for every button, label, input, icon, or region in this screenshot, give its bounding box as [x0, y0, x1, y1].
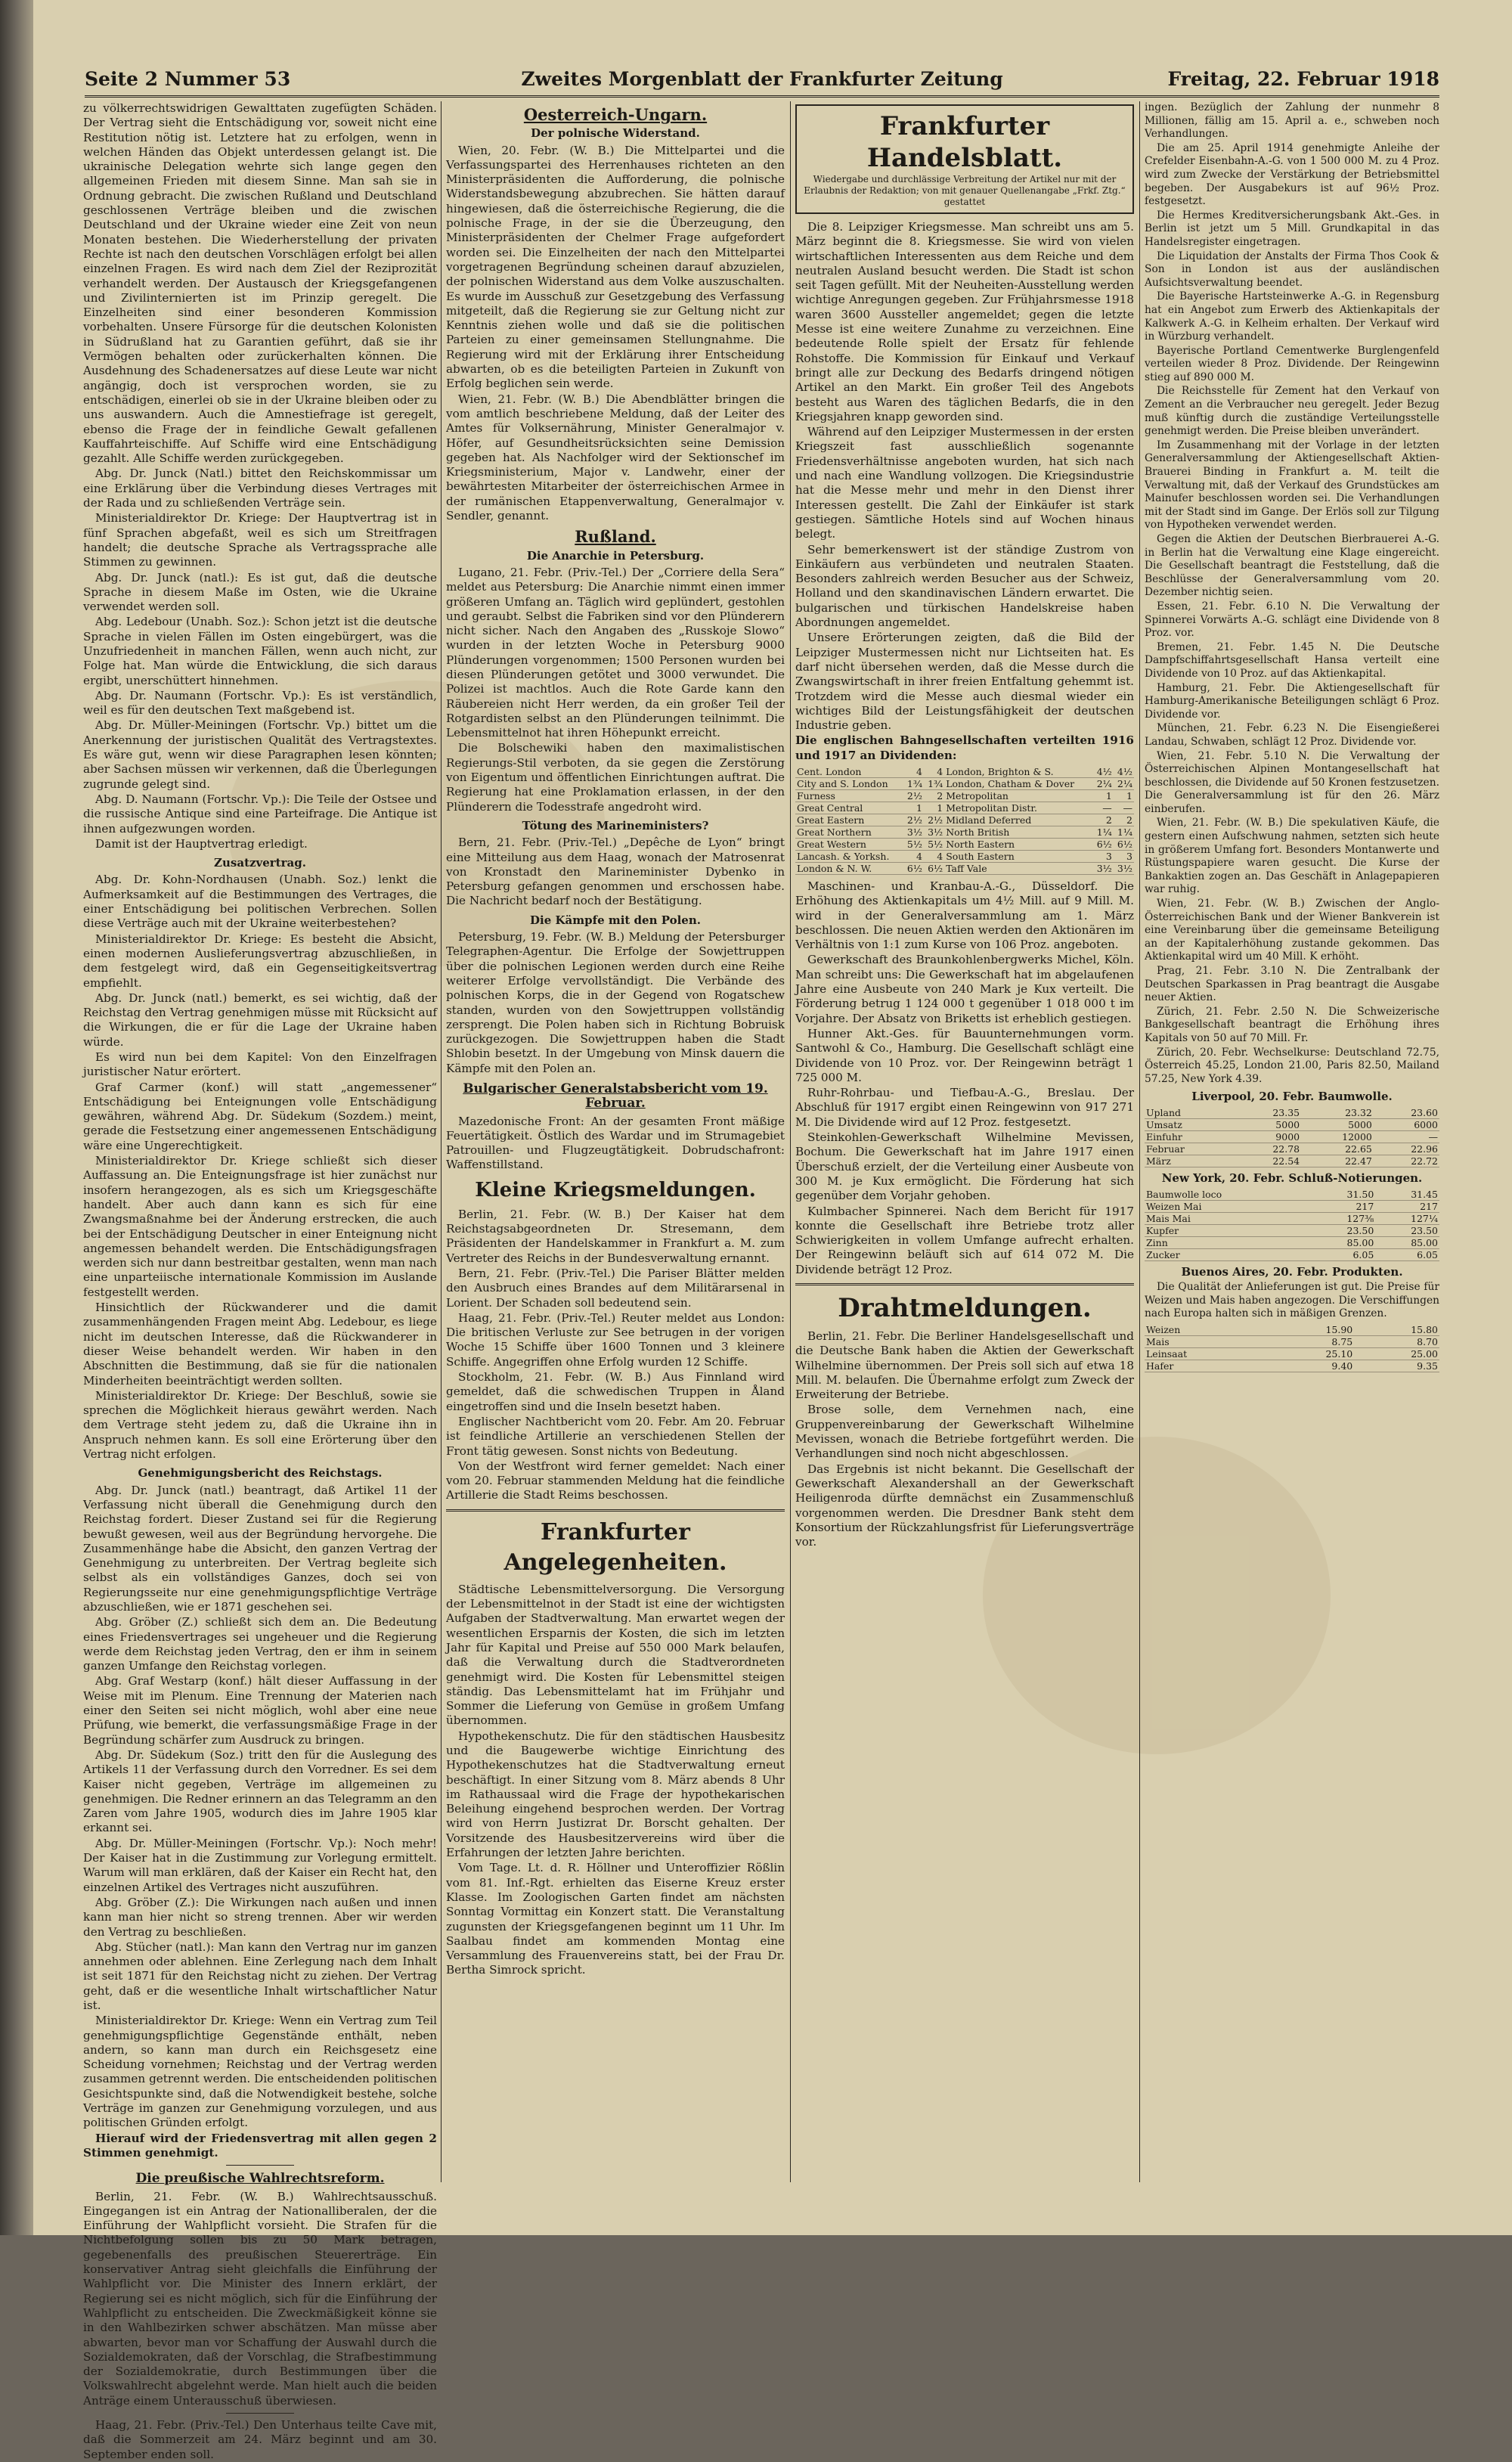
article-paragraph: Es wird nun bei dem Kapitel: Von den Einzelfragen juristischer Natur erörtert.: [83, 1050, 437, 1079]
liverpool-cotton-table: [1145, 1107, 1439, 1167]
table-cell: 2½: [903, 789, 924, 802]
table-cell: 2: [924, 789, 944, 802]
table-cell: South Eastern: [944, 850, 1092, 862]
article-paragraph: Ruhr-Rohrbau- und Tiefbau-A.-G., Breslau. Der Abschluß für 1917 ergibt einen Reingewinn von 917 271 M. Die Dividende wird auf 12 Proz. festgesetzt.: [795, 1086, 1134, 1129]
table-cell: 6.05: [1312, 1248, 1376, 1260]
article-paragraph: Die 8. Leipziger Kriegsmesse. Man schreibt uns am 5. März beginnt die 8. Kriegsmesse. Sie wird von vielen wirtschaftlichen Interessenten aus dem Reiche und dem neutralen Ausland besucht werden. Die Stadt ist schon seit Tagen gefüllt. Mit der Neuheiten-Ausstellung werden wichtige Anregungen gegeben. Zur Frühjahrsmesse 1918 waren 3600 Aussteller angemeldet; gegen die letzte Messe ist eine weitere Zunahme zu verzeichnen. Eine bedeutende Rolle spielt der Ersatz für fehlende Rohstoffe. Die Kommission für Einkauf und Verkauf bringt alle zur Deckung des Bedarfs dringend nötigen Artikel an den Markt. Ein großer Teil des Angebots besteht aus Waren des täglichen Bedarfs, die in den Kriegsjahren knapp geworden sind.: [795, 220, 1134, 423]
table-row: [795, 862, 1134, 874]
article-paragraph: Bayerische Portland Cementwerke Burglengenfeld verteilen wieder 8 Proz. Dividende. Der Reingewinn stieg auf 890 000 M.: [1145, 344, 1439, 383]
table-row: [1145, 1360, 1439, 1372]
article-paragraph: Von der Westfront wird ferner gemeldet: Nach einer vom 20. Februar stammenden Meldung hat die feindliche Artillerie die Stadt Reims beschossen.: [446, 1459, 785, 1502]
article-paragraph: Petersburg, 19. Febr. (W. B.) Meldung der Petersburger Telegraphen-Agentur. Die Erfolge der Sowjettruppen über die polnischen Legionen werden durch eine Reihe weiterer Erfolge vervollständigt. Die Verbände des polnischen Korps, die in der Gegend von Rogatschew standen, wurden von den Sowjettruppen vollständig zersprengt. Die Polen haben sich in Richtung Bobruisk zurückgezogen. Die Sowjettruppen haben die Stadt Shlobin besetzt. In der Umgebung von Minsk dauern die Kämpfe mit den Polen an.: [446, 930, 785, 1075]
table-cell: 23.35: [1235, 1107, 1301, 1119]
table-row: [1145, 1236, 1439, 1248]
table-row: [1145, 1130, 1439, 1143]
table-row: [1145, 1224, 1439, 1236]
table-cell: 31.50: [1312, 1189, 1376, 1201]
table-cell: 9.40: [1269, 1360, 1355, 1372]
article-paragraph: Gewerkschaft des Braunkohlenbergwerks Michel, Köln. Man schreibt uns: Die Gewerkschaft hat im abgelaufenen Jahre eine Ausbeute von 240 Mark je Kux verteilt. Die Förderung betrug 1 124 000 t gegenüber 1 018 000 t im Vorjahre. Der Absatz von Briketts ist erheblich gestiegen.: [795, 953, 1134, 1025]
article-paragraph: Abg. Dr. Junck (natl.): Es ist gut, daß die deutsche Sprache in diesem Maße im Osten, wie die Ukraine verwendet werden soll.: [83, 570, 437, 614]
page-number: Seite 2 Nummer 53: [85, 68, 291, 90]
table-cell: North British: [944, 826, 1092, 838]
table-cell: 5½: [924, 838, 944, 850]
section-heading: Genehmigungsbericht des Reichstags.: [138, 1466, 383, 1481]
table-cell: 6½: [1093, 838, 1114, 850]
article-paragraph: Prag, 21. Febr. 3.10 N. Die Zentralbank der Deutschen Sparkassen in Prag beantragt die Ausgabe neuer Aktien.: [1145, 965, 1439, 1004]
table-cell: 23.32: [1301, 1107, 1374, 1119]
article-paragraph: Zürich, 21. Febr. 2.50 N. Die Schweizerische Bankgesellschaft beantragt die Erhöhung ihres Kapitals von 50 auf 70 Mill. Fr.: [1145, 1005, 1439, 1044]
article-paragraph: Stockholm, 21. Febr. (W. B.) Aus Finnland wird gemeldet, daß die schwedischen Truppen in Åland eingetroffen sind und die Inseln besetzt haben.: [446, 1370, 785, 1413]
handelsblatt-masthead: [795, 104, 1134, 214]
subsection-heading: Die Anarchie in Petersburg.: [526, 548, 705, 563]
article-paragraph: Mazedonische Front: An der gesamten Front mäßige Feuertätigkeit. Östlich des Wardar und im Strumagebiet Patrouillen- und Flugzeugtätigkeit. Dobrudschafront: Waffenstillstand.: [446, 1114, 785, 1172]
column-rule: [790, 101, 791, 2182]
table-row: [1145, 1107, 1439, 1119]
article-paragraph: Sehr bemerkenswert ist der ständige Zustrom von Einkäufern aus verbündeten und neutralen Staaten. Besonders zahlreich werden Besucher aus der Schweiz, Holland und den skandinavischen Ländern erwartet. Die bulgarischen und türkischen Handelskreise haben Abordnungen angemeldet.: [795, 542, 1134, 630]
table-cell: 217: [1375, 1200, 1439, 1212]
table-cell: 22.72: [1374, 1155, 1439, 1167]
article-paragraph: Die Qualität der Anlieferungen ist gut. Die Preise für Weizen und Mais haben angezogen. Die Verschiffungen nach Europa halten sich in mäßigen Grenzen.: [1145, 1281, 1439, 1320]
article-paragraph: Damit ist der Hauptvertrag erledigt.: [95, 836, 308, 851]
table-row: [795, 802, 1134, 814]
article-paragraph: Abg. Dr. Müller-Meiningen (Fortschr. Vp.) bittet um die Anerkennung der juristischen Qualität des Vertragstextes. Es wäre gut, wenn wir diese Paragraphen lesen könnten; aber Sachsen müssen wir verkennen, daß die Überlegungen zugrunde gelegt sind.: [83, 718, 437, 791]
article-paragraph: Zürich, 20. Febr. Wechselkurse: Deutschland 72.75, Österreich 45.25, London 21.00, Paris 82.50, Mailand 57.25, New York 4.39.: [1145, 1046, 1439, 1085]
article-paragraph: Hypothekenschutz. Die für den städtischen Hausbesitz und die Baugewerbe wichtige Einrichtung des Hypothekenschutzes hat die Stadtverwaltung erneut beschäftigt. In einer Sitzung vom 8. März abends 8 Uhr im Rathaussaal wird die Frage der hypothekarischen Beleihung eingehend besprochen werden. Der Vortrag wird von Herrn Justizrat Dr. Borscht gehalten. Der Vorsitzende des Hausbesitzervereins wird über die Erfahrungen der letzten Jahre berichten.: [446, 1729, 785, 1860]
article-paragraph: Abg. Graf Westarp (konf.) hält dieser Auffassung in der Weise mit im Plenum. Eine Trennung der Materien nach einer den Seiten sei nicht möglich, wohl aber eine neue Prüfung, wie bemerkt, die verfassungsmäßige Frage in der Begründung schärfer zum Ausdruck zu bringen.: [83, 1674, 437, 1747]
buenos-aires-produce-table: [1145, 1324, 1439, 1372]
issue-date: Freitag, 22. Februar 1918: [1167, 68, 1439, 90]
table-cell: 6½: [903, 862, 924, 874]
table-cell: Midland Deferred: [944, 814, 1092, 826]
article-paragraph: Gegen die Aktien der Deutschen Bierbrauerei A.-G. in Berlin hat die Verwaltung eine Klage eingereicht. Die Gesellschaft beantragt die Feststellung, daß die Beschlüsse der Generalversammlung vom 20. Dezember nichtig seien.: [1145, 533, 1439, 599]
table-cell: —: [1093, 802, 1114, 814]
handelsblatt-notice: Wiedergabe und durchlässige Verbreitung der Artikel nur mit der Erlaubnis der Redaktion; von mit genauer Quellenangabe „Frkf. Ztg.“ gestattet: [804, 174, 1126, 207]
table-cell: 1: [903, 802, 924, 814]
article-paragraph: Steinkohlen-Gewerkschaft Wilhelmine Mevissen, Bochum. Die Gewerkschaft hat im Jahre 1917 einen Überschuß erzielt, der die Verteilung einer Ausbeute von 300 M. je Kux ermöglicht. Die Förderung hat sich gegenüber dem Vorjahr gehoben.: [795, 1130, 1134, 1203]
table-cell: 2: [1093, 814, 1114, 826]
article-paragraph: Wien, 20. Febr. (W. B.) Die Mittelpartei und die Verfassungspartei des Herrenhauses richteten an den Ministerpräsidenten die Aufforderung, die polnische Widerstandsbewegung abzubrechen. Sie hätten darauf hingewiesen, daß die österreichische Regierung, die die polnische Frage, in der sie die Überzeugung, den Ministerpräsidenten der Chelmer Frage aufgefordert worden sei. Die Einzelheiten der nach den Mittelpartei vorgetragenen Begründung scheinen darauf abzuzielen, der polnischen Widerstand aus dem Volke auszuschalten. Es wurde im Ausschuß zur Gesetzgebung des Verfassung mitgeteilt, daß die Regierung sie zur Geltung nicht zur Kenntnis ziehen wolle und daß sie die politischen Parteien zu einer gemeinsamen Stellungnahme. Die Regierung wird mit der Erklärung ihrer Entscheidung abwarten, ob es die beteiligten Parteien in Zukunft von Erfolg beglichen sein werde.: [446, 143, 785, 391]
article-paragraph: Hamburg, 21. Febr. Die Aktiengesellschaft für Hamburg-Amerikanische Beteiligungen schlägt 6 Proz. Dividende vor.: [1145, 681, 1439, 721]
table-cell: 9.35: [1354, 1360, 1439, 1372]
table-cell: 4: [924, 850, 944, 862]
table-cell: Great Eastern: [795, 814, 903, 826]
article-paragraph: Ministerialdirektor Dr. Kriege schließt sich dieser Auffassung an. Die Enteignungsfrage ist hier zunächst nur insofern herangezogen, als es sich um Kriegsgeschäfte handelt. Aber auch dann kann es sich für eine Zwangsmaßnahme bei der Änderung erstrecken, die auch bei der Entschädigung Deutscher in einer Enteignung nicht angemessen behandelt werden. Die Entschädigungsfragen werden sich nur dann bestreitbar gestalten, wenn man nach eine unparteiische internationale Kommission im Auslande festgestellt werden.: [83, 1154, 437, 1299]
table-row: [795, 850, 1134, 862]
table-row: [1145, 1212, 1439, 1224]
table-cell: 9000: [1235, 1130, 1301, 1143]
table-cell: 2¼: [1114, 777, 1134, 789]
table-cell: 85.00: [1312, 1236, 1376, 1248]
table-cell: London, Brighton & S.: [944, 766, 1092, 778]
article-paragraph: Abg. Dr. Junck (natl.) beantragt, daß Artikel 11 der Verfassung nicht überall die Genehmigung durch den Reichstag fordert. Dieser Zustand sei für die Regierung bewußt gewesen, weil aus der Begründung hervorgehe. Die Zusammenhänge habe die Absicht, den ganzen Vertrag der Genehmigung zu unterbreiten. Der Vertrag begleite sich selbst als ein vollständiges Ganzes, doch sei von Regierungsseite nur eine genehmigungspflichtige Verträge abzuschließen, wie er 1871 geschehen sei.: [83, 1483, 437, 1614]
section-heading: Oesterreich-Ungarn.: [523, 105, 708, 124]
table-cell: 22.47: [1301, 1155, 1374, 1167]
table-cell: 2¼: [1093, 777, 1114, 789]
article-paragraph: Unsere Erörterungen zeigten, daß die Bild der Leipziger Mustermessen nicht nur Lichtseiten hat. Es darf nicht übersehen werden, daß die Messe durch die Zwangswirtschaft in ihrer freien Entfaltung gehemmt ist. Trotzdem wird die Messe auch diesmal wieder ein wichtiges Bild der Leistungsfähigkeit der deutschen Industrie geben.: [795, 631, 1134, 733]
table-cell: Great Central: [795, 802, 903, 814]
article-paragraph: Maschinen- und Kranbau-A.-G., Düsseldorf. Die Erhöhung des Aktienkapitals um 4½ Mill. auf 9 Mill. M. wird in der Generalversammlung am 1. März beschlossen. Die neuen Aktien werden den Aktionären im Verhältnis von 1:1 zum Kurse von 106 Proz. angeboten.: [795, 879, 1134, 952]
table-row: [1145, 1189, 1439, 1201]
table-cell: 4½: [1114, 766, 1134, 778]
table-cell: 6½: [924, 862, 944, 874]
article-paragraph: Die Bayerische Hartsteinwerke A.-G. in Regensburg hat ein Angebot zum Erwerb des Aktienkapitals der Kalkwerk A.-G. in Kelheim erhalten. Der Verkauf wird in Würzburg verhandelt.: [1145, 290, 1439, 343]
section-rule: [795, 1283, 1134, 1285]
table-cell: 8.70: [1354, 1335, 1439, 1347]
table-cell: 22.54: [1235, 1155, 1301, 1167]
table-row: [795, 766, 1134, 778]
new-york-quotes-table: [1145, 1189, 1439, 1261]
table-cell: 5000: [1235, 1118, 1301, 1130]
article-paragraph: Abg. D. Naumann (Fortschr. Vp.): Die Teile der Ostsee und die russische Antique sind eine Parteifrage. Die Antique ist ihnen aufgezwungen worden.: [83, 792, 437, 836]
column-rule: [441, 101, 442, 2182]
table-cell: 1¾: [924, 777, 944, 789]
article-paragraph: Bremen, 21. Febr. 1.45 N. Die Deutsche Dampfschiffahrtsgesellschaft Hansa verteilt eine Dividende von 10 Proz. auf das Aktienkapital.: [1145, 640, 1439, 680]
table-row: [1145, 1324, 1439, 1336]
table-cell: 6½: [1114, 838, 1134, 850]
section-rule: [446, 1509, 785, 1512]
table-cell: 5000: [1301, 1118, 1374, 1130]
article-paragraph: Abg. Dr. Kohn-Nordhausen (Unabh. Soz.) lenkt die Aufmerksamkeit auf die Bestimmungen des Vertrages, die einer Entschädigung bei politischen Verbrechen. Sollen diese Verträge auch mit der Ukraine weiterbestehen?: [83, 873, 437, 931]
table-cell: 5½: [903, 838, 924, 850]
table-cell: 1: [1093, 789, 1114, 802]
table-cell: Baumwolle loco: [1145, 1189, 1312, 1201]
table-cell: Zucker: [1145, 1248, 1312, 1260]
section-heading: Bulgarischer Generalstabsbericht vom 19. Februar.: [463, 1081, 768, 1112]
section-heading: Rußland.: [575, 527, 656, 547]
article-paragraph: Abg. Dr. Junck (Natl.) bittet den Reichskommissar um eine Erklärung über die Verbindung dieses Vertrages mit der Rada und zu schließenden Verträge sein.: [83, 467, 437, 510]
book-binding-edge: [0, 0, 33, 2235]
article-paragraph: Wien, 21. Febr. (W. B.) Die Abendblätter bringen die vom amtlich beschriebene Meldung, daß der Leiter des Amtes für Volksernährung, Minister Generalmajor v. Höfer, auf Gesundheitsrücksichten seine Demission gegeben hat. Als Nachfolger wird der Sektionschef im Kriegsministerium, Major v. Landwehr, einer der bewährtesten Mitarbeiter der österreichischen Armee in der rumänischen Etappenverwaltung, Generalmajor v. Sendler, genannt.: [446, 392, 785, 523]
column-foreign-news: [446, 101, 785, 2182]
railway-dividend-table: [795, 766, 1134, 875]
table-row: [1145, 1248, 1439, 1260]
article-paragraph: Hunner Akt.-Ges. für Bauunternehmungen vorm. Santwohl & Co., Hamburg. Die Gesellschaft schlägt eine Dividende von 10 Proz. vor. Der Reingewinn beträgt 1 725 000 M.: [795, 1026, 1134, 1084]
section-heading: Drahtmeldungen.: [838, 1293, 1092, 1323]
article-paragraph: Städtische Lebensmittelversorgung. Die Versorgung der Lebensmittelnot in der Stadt ist eine der wichtigsten Aufgaben der Stadtverwaltung. Man erwartet wegen der wesentlichen Ersparnis der Kosten, die sich im letzten Jahr für Kapital und Preise auf 550 000 Mark belaufen, daß die Verwaltung durch die Stadtverordneten genehmigt wird. Die Kosten für Lebensmittel steigen ständig. Das Lebensmittelamt hat im Frühjahr und Sommer die Lieferung von Gemüse in großem Umfang übernommen.: [446, 1582, 785, 1728]
table-row: [1145, 1143, 1439, 1155]
table-cell: 127¼: [1375, 1212, 1439, 1224]
column-parliament: [83, 101, 437, 2461]
table-cell: Great Northern: [795, 826, 903, 838]
table-cell: Leinsaat: [1145, 1347, 1269, 1360]
table-cell: 22.96: [1374, 1143, 1439, 1155]
table-row: [1145, 1118, 1439, 1130]
article-paragraph: Wien, 21. Febr. 5.10 N. Die Verwaltung der Österreichischen Alpinen Montangesellschaft hat beschlossen, die Dividende auf 50 Kronen festzusetzen. Die Generalversammlung ist für den 26. März einberufen.: [1145, 749, 1439, 815]
table-cell: Taff Vale: [944, 862, 1092, 874]
table-cell: 22.65: [1301, 1143, 1374, 1155]
table-cell: 2½: [903, 814, 924, 826]
article-paragraph: Lugano, 21. Febr. (Priv.-Tel.) Der „Corriere della Sera“ meldet aus Petersburg: Die Anarchie nimmt einen immer größeren Umfang an. Täglich wird geplündert, gestohlen und geraubt. Selbst die Fabriken sind vor den Plünderern nicht sicher. Nach den Angaben des „Russkoje Slowo“ wurden in der letzten Woche in Petersburg 9000 Plünderungen vorgenommen; 1500 Personen wurden bei diesen Plünderungen getötet und 3000 verwundet. Die Polizei ist machtlos. Auch die Rote Garde kann den Räubereien nicht Herr werden, da ein großer Teil der Rotgardisten selbst an den Plünderungen teilnimmt. Die Lebensmittelnot hat ihren Höhepunkt erreicht.: [446, 565, 785, 740]
article-paragraph: Während auf den Leipziger Mustermessen in der ersten Kriegszeit fast ausschließlich sogenannte Friedensverhältnisse angeboten wurden, hat sich nach und nach eine Wandlung vollzogen. Die Kriegsindustrie hat die Messe mehr und mehr in den Dienst ihrer Interessen gestellt. Die Zahl der Einkäufer ist stark gestiegen. Sämtliche Hotels sind auf Wochen hinaus belegt.: [795, 425, 1134, 541]
separator: [226, 2165, 294, 2166]
table-cell: 3: [1093, 850, 1114, 862]
table-cell: Cent. London: [795, 766, 903, 778]
edition-title: Zweites Morgenblatt der Frankfurter Zeitung: [521, 68, 1003, 90]
table-cell: 217: [1312, 1200, 1376, 1212]
table-cell: —: [1114, 802, 1134, 814]
table-cell: Upland: [1145, 1107, 1235, 1119]
table-cell: 8.75: [1269, 1335, 1355, 1347]
table-row: [795, 777, 1134, 789]
column-market-news: [1145, 101, 1439, 2182]
table-cell: 1¾: [903, 777, 924, 789]
table-cell: —: [1374, 1130, 1439, 1143]
article-paragraph: Bern, 21. Febr. (Priv.-Tel.) Die Pariser Blätter melden den Ausbruch eines Brandes auf dem Militärarsenal in Lorient. Der Schaden soll bedeutend sein.: [446, 1266, 785, 1310]
table-cell: 1¼: [1114, 826, 1134, 838]
article-paragraph: Ministerialdirektor Dr. Kriege: Es besteht die Absicht, einen modernen Auslieferungsvertrag abzuschließen, in dem festgelegt wird, daß ein Gegenseitigkeitsvertrag empfiehlt.: [83, 932, 437, 990]
article-paragraph: Abg. Dr. Naumann (Fortschr. Vp.): Es ist verständlich, weil es für den deutschen Text maßgebend ist.: [83, 688, 437, 718]
article-paragraph: Berlin, 21. Febr. (W. B.) Der Kaiser hat dem Reichstagsabgeordneten Dr. Stresemann, dem Präsidenten der Handelskammer in Frankfurt a. M. zum Vertreter des Reichs in der Bundesverwaltung ernannt.: [446, 1207, 785, 1265]
table-cell: 127⅜: [1312, 1212, 1376, 1224]
table-cell: 4: [903, 850, 924, 862]
article-paragraph: Wien, 21. Febr. (W. B.) Zwischen der Anglo-Österreichischen Bank und der Wiener Bankverein ist eine Vereinbarung über die gemeinsame Beteiligung an der Kapitalerhöhung zustande gekommen. Das Aktienkapital wird um 40 Mill. K erhöht.: [1145, 898, 1439, 963]
article-paragraph: Die Liquidation der Anstalts der Firma Thos Cook & Son in London ist aus der ausländischen Aufsichtsverwaltung beendet.: [1145, 250, 1439, 289]
table-cell: Februar: [1145, 1143, 1235, 1155]
market-heading: New York, 20. Febr. Schluß-Notierungen.: [1161, 1171, 1423, 1185]
table-cell: Mais: [1145, 1335, 1269, 1347]
table-cell: 3½: [903, 826, 924, 838]
table-cell: 31.45: [1375, 1189, 1439, 1201]
table-cell: 23.60: [1374, 1107, 1439, 1119]
separator: [226, 2413, 294, 2414]
table-cell: 6000: [1374, 1118, 1439, 1130]
table-row: [1145, 1200, 1439, 1212]
table-cell: Weizen Mai: [1145, 1200, 1312, 1212]
article-paragraph: Das Ergebnis ist nicht bekannt. Die Gesellschaft der Gewerkschaft Alexandershall an der Gewerkschaft Heiligenroda dürfte demnächst ein Zusammenschluß vorgenommen werden. Die Dresdner Bank steht dem Konsortium der Rückzahlungsfrist für Lieferungsverträge vor.: [795, 1462, 1134, 1549]
table-cell: Furness: [795, 789, 903, 802]
table-cell: 85.00: [1375, 1236, 1439, 1248]
table-cell: Lancash. & Yorksh.: [795, 850, 903, 862]
section-heading: Frankfurter Angelegenheiten.: [503, 1518, 727, 1576]
article-paragraph: Hinsichtlich der Rückwanderer und die damit zusammenhängenden Fragen meint Abg. Ledebour, es liege nicht im deutschen Interesse, daß die Rückwanderer in dieser Weise behandelt werden. Wir haben in den Abschnitten die Bestimmung, daß sie für die nationalen Minderheiten beeinträchtigt werden sollten.: [83, 1301, 437, 1388]
article-paragraph: ingen. Bezüglich der Zahlung der nunmehr 8 Millionen, fällig am 15. April a. e., schweben noch Verhandlungen.: [1145, 101, 1439, 141]
article-paragraph: Wien, 21. Febr. (W. B.) Die spekulativen Käufe, die gestern einen Aufschwung nahmen, setzten sich heute in größerem Umfang fort. Besonders Montanwerte und Rüstungspapiere waren gesucht. Die Kurse der Bankaktien zogen an. Das Geschäft in Anlagepapieren war ruhig.: [1145, 817, 1439, 896]
table-cell: Weizen: [1145, 1324, 1269, 1336]
article-paragraph: Abg. Gröber (Z.) schließt sich dem an. Die Bedeutung eines Friedensvertrages sei ungeheuer und die Regierung werde dem Reichstag jeden Vertrag, den er ihm in seinem ganzen Umfange den Reichstag vorlegen.: [83, 1615, 437, 1673]
article-paragraph: Vom Tage. Lt. d. R. Höllner und Unteroffizier Rößlin vom 81. Inf.-Rgt. erhielten das Eiserne Kreuz erster Klasse. Im Zoologischen Garten findet am nächsten Sonntag Vormittag ein Konzert statt. Die Veranstaltung zugunsten der Kriegsgefangenen beginnt um 11 Uhr. Im Saalbau findet am kommenden Montag eine Versammlung des Frauenvereins statt, bei der Frau Dr. Bertha Simrock spricht.: [446, 1861, 785, 1977]
article-paragraph: Berlin, 21. Febr. (W. B.) Wahlrechtsausschuß. Eingegangen ist ein Antrag der Nationalliberalen, der die Einführung der Wahlpflicht vorsieht. Die Strafen für die Nichtbefolgung sollen bis zu 50 Mark betragen, gegebenenfalls des preußischen Steuererträge. Ein konservativer Antrag sieht gleichfalls die Einführung der Wahlpflicht vor. Die Minister des Innern erklärt, der Regierung sei es nicht möglich, sich für die Einführung der Wahlpflicht zu entscheiden. Die Zweckmäßigkeit könne sie in den Wahlbezirken schwer abschätzen. Man müsse aber abwarten, bevor man vor Schaffung der Auswahl durch die Sozialdemokraten, daß der Vorschlag, die Strafbestimmung der Sozialdemokratie, durch Bestimmungen über die Volkswahlrecht abgelehnt werde. Man hielt auch die beiden Anträge einem Unterausschuß überwiesen.: [83, 2189, 437, 2408]
table-cell: 15.90: [1269, 1324, 1355, 1336]
table-cell: 4: [903, 766, 924, 778]
table-cell: 3½: [924, 826, 944, 838]
table-cell: 12000: [1301, 1130, 1374, 1143]
table-cell: Hafer: [1145, 1360, 1269, 1372]
article-paragraph: Brose solle, dem Vernehmen nach, eine Gruppenvereinbarung der Gewerkschaft Wilhelmine Mevissen, wonach die Betriebe fortgeführt werden. Die Verhandlungen sind noch nicht abgeschlossen.: [795, 1403, 1134, 1461]
table-cell: 2½: [924, 814, 944, 826]
table-cell: London, Chatham & Dover: [944, 777, 1092, 789]
table-cell: 3: [1114, 850, 1134, 862]
article-paragraph: Haag, 21. Febr. (Priv.-Tel.) Den Unterhaus teilte Cave mit, daß die Sommerzeit am 24. März beginnt und am 30. September enden soll.: [83, 2418, 437, 2461]
table-row: [1145, 1155, 1439, 1167]
section-heading: Zusatzvertrag.: [214, 856, 306, 870]
table-cell: 25.00: [1354, 1347, 1439, 1360]
article-paragraph: München, 21. Febr. 6.23 N. Die Eisengießerei Landau, Schwaben, schlägt 12 Proz. Dividende vor.: [1145, 722, 1439, 748]
section-heading: Die preußische Wahlrechtsreform.: [135, 2171, 385, 2187]
table-row: [795, 838, 1134, 850]
table-cell: 23.50: [1312, 1224, 1376, 1236]
article-paragraph: Im Zusammenhang mit der Vorlage in der letzten Generalversammlung der Aktiengesellschaft Aktien-Brauerei Binding in Frankfurt a. M. teilt die Verwaltung mit, daß der Verkauf des Grundstückes am Mainufer beschlossen worden sei. Die Verhandlungen mit der Stadt sind im Gange. Der Erlös soll zur Tilgung von Hypotheken verwendet werden.: [1145, 439, 1439, 532]
article-paragraph: Graf Carmer (konf.) will statt „angemessener“ Entschädigung bei Enteignungen volle Entschädigung gewähren, während Abg. Dr. Südekum (Sozdem.) meint, gerade die Festsetzung einer angemessenen Entschädigung wäre eine Ungerechtigkeit.: [83, 1080, 437, 1152]
article-paragraph: Ministerialdirektor Dr. Kriege: Wenn ein Vertrag zum Teil genehmigungspflichtige Gegenstände enthält, neben andern, so kann man durch ein Reichsgesetz eine Scheidung vornehmen; Reichstag und der Vertrag werden zusammen getrennt werden. Die entscheidenden politischen Gesichtspunkte sind, daß die Notwendigkeit bestehe, solche Verträge im ganzen zur Genehmigung vorzulegen, und aus politischen Gründen erfolgt.: [83, 2014, 437, 2130]
subsection-heading: Tötung des Marineministers?: [522, 818, 709, 833]
article-paragraph: Hierauf wird der Friedensvertrag mit allen gegen 2 Stimmen genehmigt.: [83, 2131, 437, 2160]
table-cell: Umsatz: [1145, 1118, 1235, 1130]
subsection-heading: Der polnische Widerstand.: [531, 126, 700, 141]
table-caption: Die englischen Bahngesellschaften verteilten 1916 und 1917 an Dividenden:: [795, 733, 1134, 762]
market-heading: Buenos Aires, 20. Febr. Produkten.: [1181, 1264, 1403, 1279]
article-paragraph: Haag, 21. Febr. (Priv.-Tel.) Reuter meldet aus London: Die britischen Verluste zur See betrugen in der vorigen Woche 15 Schiffe über 1600 Tonnen und 3 kleinere Schiffe. Angegriffen ohne Erfolg wurden 12 Schiffe.: [446, 1310, 785, 1369]
article-paragraph: Die am 25. April 1914 genehmigte Anleihe der Crefelder Eisenbahn-A.-G. von 1 500 000 M. zu 4 Proz. wird zum Zwecke der Verstärkung der Betriebsmittel begeben. Der Ausgabekurs ist auf 96½ Proz. festgesetzt.: [1145, 141, 1439, 208]
section-heading: Kleine Kriegsmeldungen.: [475, 1178, 756, 1202]
article-paragraph: Essen, 21. Febr. 6.10 N. Die Verwaltung der Spinnerei Vorwärts A.-G. schlägt eine Dividende von 8 Proz. vor.: [1145, 600, 1439, 640]
table-cell: 6.05: [1375, 1248, 1439, 1260]
table-cell: Zinn: [1145, 1236, 1312, 1248]
table-cell: Kupfer: [1145, 1224, 1312, 1236]
table-cell: 1: [1114, 789, 1134, 802]
table-cell: 23.50: [1375, 1224, 1439, 1236]
table-cell: 4: [924, 766, 944, 778]
table-cell: 3½: [1114, 862, 1134, 874]
article-paragraph: Abg. Ledebour (Unabh. Soz.): Schon jetzt ist die deutsche Sprache in vielen Fällen im Osten eingebürgert, was die Unzufriedenheit in manchen Fällen, wenn auch nicht, zur Folge hat. Man würde die Entwicklung, die sich daraus ergibt, unerschüttert hinnehmen.: [83, 615, 437, 687]
article-paragraph: Ministerialdirektor Dr. Kriege: Der Hauptvertrag ist in fünf Sprachen abgefaßt, weil es sich um Streitfragen handelt; die deutsche Sprache als Vertragssprache alle Stimmen zu gewinnen.: [83, 511, 437, 569]
article-paragraph: Abg. Stücher (natl.): Man kann den Vertrag nur im ganzen annehmen oder ablehnen. Eine Zerlegung nach dem Inhalt ist seit 1871 für den Reichstag nicht zu ziehen. Der Vertrag geht, daß er die wesentliche Inhalt wirtschaftlicher Natur ist.: [83, 1940, 437, 2012]
table-cell: Mais Mai: [1145, 1212, 1312, 1224]
article-paragraph: Ministerialdirektor Dr. Kriege: Der Beschluß, sowie sie sprechen die Möglichkeit hieraus gewährt werden. Nach dem Vertrage steht jedem zu, daß die Ukraine ihn in Anspruch nehmen kann. Es soll eine Erörterung über den Vertrag nicht erfolgen.: [83, 1388, 437, 1462]
article-paragraph: Die Reichsstelle für Zement hat den Verkauf von Zement an die Verbraucher neu geregelt. Jeder Bezug muß künftig durch die zuständige Verteilungsstelle genehmigt werden. Die Preise bleiben unverändert.: [1145, 385, 1439, 438]
article-paragraph: Kulmbacher Spinnerei. Nach dem Bericht für 1917 konnte die Gesellschaft ihre Betriebe trotz aller Schwierigkeiten in vollem Umfange aufrecht erhalten. Der Reingewinn beläuft sich auf 614 072 M. Die Dividende beträgt 12 Proz.: [795, 1204, 1134, 1276]
article-paragraph: Abg. Dr. Südekum (Soz.) tritt den für die Auslegung des Artikels 11 der Verfassung durch den Vorredner. Es sei dem Kaiser nicht gegeben, Verträge im allgemeinen zu genehmigen. Die Redner erinnern an das Telegramm an den Zaren vom Jahre 1905, wodurch dies im Jahre 1905 klar erkannt sei.: [83, 1747, 437, 1835]
column-handelsblatt: [795, 101, 1134, 2182]
table-cell: 1: [924, 802, 944, 814]
table-cell: Metropolitan Distr.: [944, 802, 1092, 814]
table-cell: London & N. W.: [795, 862, 903, 874]
market-heading: Liverpool, 20. Febr. Baumwolle.: [1191, 1090, 1393, 1104]
column-rule: [1139, 101, 1140, 2182]
table-cell: 2: [1114, 814, 1134, 826]
article-paragraph: zu völkerrechtswidrigen Gewalttaten zugefügten Schäden. Der Vertrag sieht die Entschädigung vor, soweit nicht eine Restitution nötig ist. Letztere hat zu erfolgen, wenn in welchen Händen das Objekt unterdessen gelangt ist. Die ukrainische Delegation wehrte sich lange gegen den allgemeinen Frieden mit diesem Sinne. Man sah sie in Ordnung gebracht. Die zwischen Rußland und Deutschland geschlossenen Verträge bleiben und die zwischen Deutschland und der Ukraine wieder eine Zeit von neun Monaten bestehen. Die Wiederherstellung der privaten Rechte ist nach den deutschen Vorschlägen erfolgt bei allen einzelnen Fragen. Es wird nach dem Ziel der Reziprozität verhandelt werden. Der Austausch der Kriegsgefangenen und Zivilinternierten ist im Prinzip geregelt. Die Einzelheiten sind einer besonderen Kommission vorbehalten. Unsere Fürsorge für die deutschen Kolonisten in Südrußland hat zu Garantien geführt, daß sie ihr Vermögen behalten oder zurückerhalten können. Die Ausdehnung des Schadenersatzes auf diese Leute war nicht angängig, doch ist versprochen worden, sie zu entschädigen, einerlei ob sie in der Ukraine bleiben oder zu uns auswandern. Auch die Amnestiefrage ist geregelt, ebenso die Frage der in feindliche Gewalt gefallenen Kauffahrteischiffe. Auf Schiffe wird eine Entschädigung gezahlt. Alle Schiffe werden zurückgegeben.: [83, 101, 437, 466]
table-cell: 1¼: [1093, 826, 1114, 838]
article-paragraph: Abg. Gröber (Z.): Die Wirkungen nach außen und innen kann man hier nicht so streng trennen. Aber wir werden den Vertrag zu beschließen.: [83, 1895, 437, 1939]
table-cell: März: [1145, 1155, 1235, 1167]
table-row: [795, 814, 1134, 826]
table-cell: Metropolitan: [944, 789, 1092, 802]
subsection-heading: Die Kämpfe mit den Polen.: [530, 913, 701, 927]
table-cell: 4½: [1093, 766, 1114, 778]
table-cell: Einfuhr: [1145, 1130, 1235, 1143]
article-paragraph: Die Bolschewiki haben den maximalistischen Regierungs-Stil verboten, da sie gegen die Zerstörung von Eigentum und öffentlichen Einrichtungen auftrat. Die Regierung hat eine Proklamation erlassen, in der den Plünderern die Todesstrafe angedroht wird.: [446, 741, 785, 814]
table-cell: 3½: [1093, 862, 1114, 874]
handelsblatt-title: Frankfurter Handelsblatt.: [866, 111, 1063, 173]
table-row: [1145, 1335, 1439, 1347]
table-row: [1145, 1347, 1439, 1360]
table-cell: North Eastern: [944, 838, 1092, 850]
article-paragraph: Bern, 21. Febr. (Priv.-Tel.) „Depêche de Lyon“ bringt eine Mitteilung aus dem Haag, wonach der Matrosenrat von Kronstadt den Marineminister Dybenko in Petersburg gefangen genommen und erschossen habe. Die Nachricht bedarf noch der Bestätigung.: [446, 836, 785, 908]
table-cell: 22.78: [1235, 1143, 1301, 1155]
article-paragraph: Die Hermes Kreditversicherungsbank Akt.-Ges. in Berlin ist jetzt um 5 Mill. Grundkapital in das Handelsregister eingetragen.: [1145, 209, 1439, 248]
article-paragraph: Abg. Dr. Müller-Meiningen (Fortschr. Vp.): Noch mehr! Der Kaiser hat in die Zustimmung zur Vorlegung ermittelt. Warum will man erklären, daß der Kaiser ein Recht hat, den einzelnen Artikel des Vertrages nicht auszuführen.: [83, 1836, 437, 1894]
table-row: [795, 789, 1134, 802]
table-cell: 25.10: [1269, 1347, 1355, 1360]
table-cell: City and S. London: [795, 777, 903, 789]
running-header: [85, 65, 1439, 98]
table-cell: Great Western: [795, 838, 903, 850]
article-paragraph: Englischer Nachtbericht vom 20. Febr. Am 20. Februar ist feindliche Artillerie an verschiedenen Stellen der Front tätig gewesen. Sonst nichts von Bedeutung.: [446, 1414, 785, 1458]
table-row: [795, 826, 1134, 838]
table-cell: 15.80: [1354, 1324, 1439, 1336]
article-paragraph: Abg. Dr. Junck (natl.) bemerkt, es sei wichtig, daß der Reichstag den Vertrag genehmigen müsse mit Rücksicht auf die Wirkungen, die er für die Lage der Ukraine haben würde.: [83, 991, 437, 1049]
article-paragraph: Berlin, 21. Febr. Die Berliner Handelsgesellschaft und die Deutsche Bank haben die Aktien der Gewerkschaft Wilhelmine übernommen. Der Preis soll sich auf etwa 18 Mill. M. belaufen. Die Übernahme erfolgt zum Zweck der Erweiterung der Betriebe.: [795, 1329, 1134, 1402]
